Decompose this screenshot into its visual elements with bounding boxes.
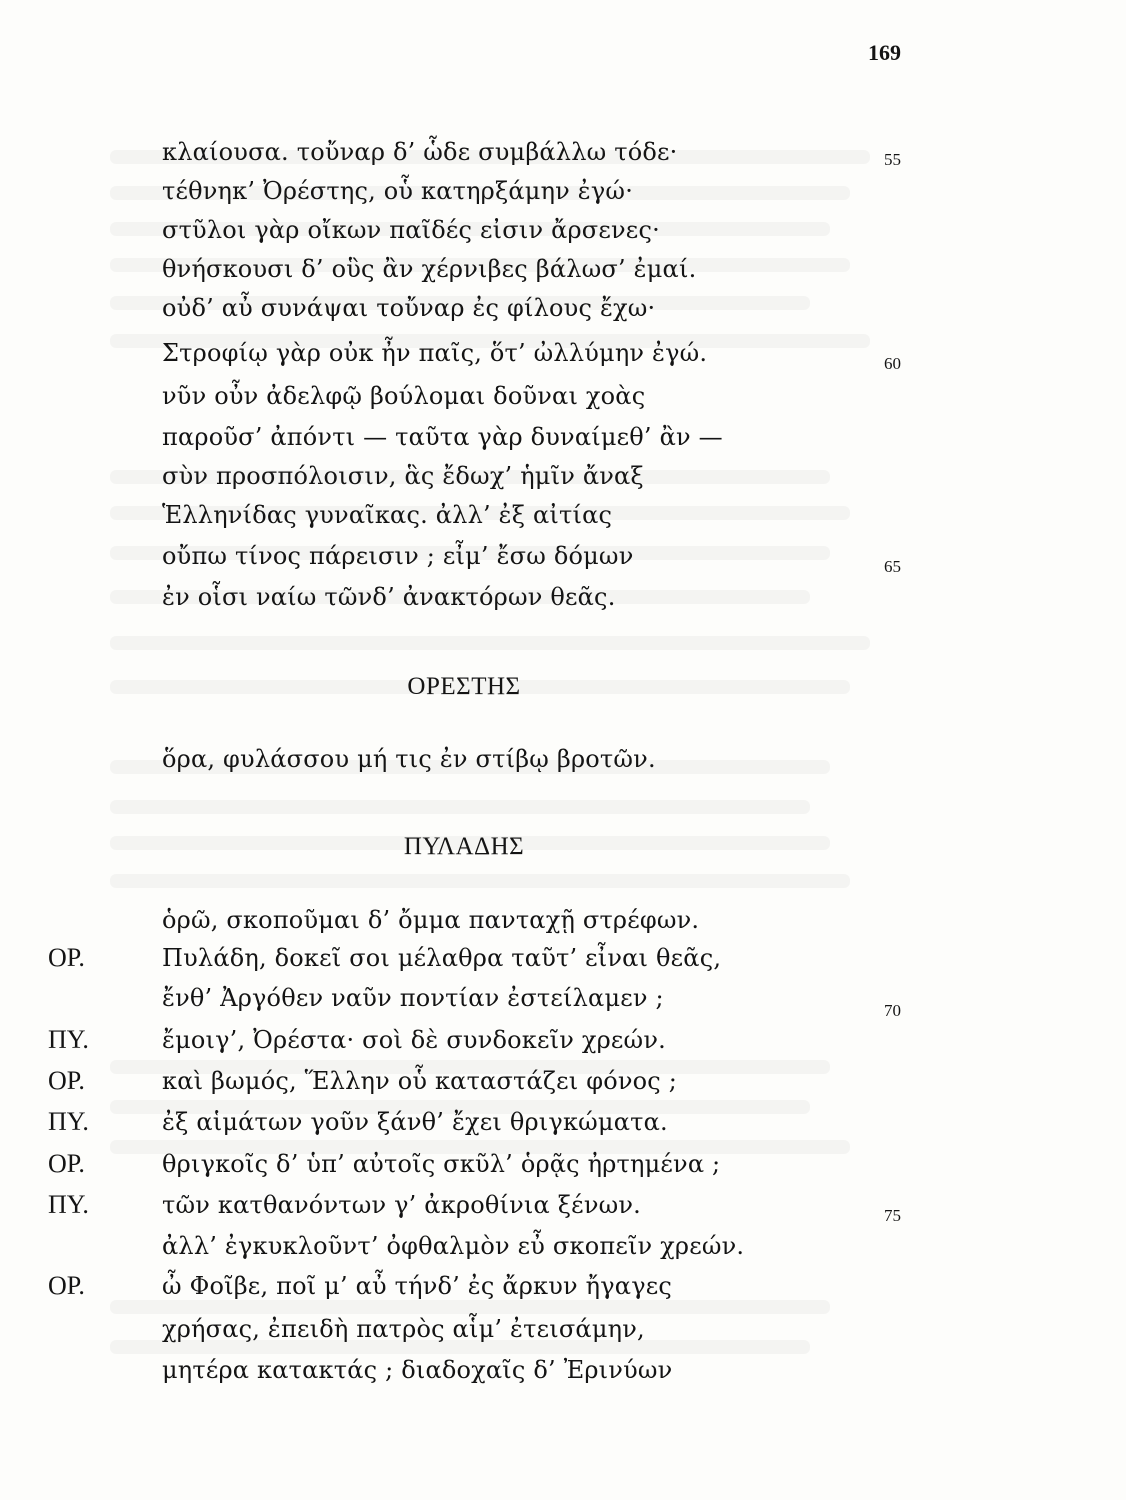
speaker-abbrev: ΠΥ. (48, 1107, 89, 1136)
verse-line: θριγκοῖς δ’ ὑπ’ αὐτοῖς σκῦλ’ ὁρᾷς ἠρτημένα ; (162, 1150, 721, 1178)
speaker-heading-orestes: ΟΡΕΣΤΗΣ (407, 673, 521, 700)
line-number: 60 (884, 354, 901, 373)
verse-line: Στροφίῳ γὰρ οὐκ ἦν παῖς, ὅτ’ ὠλλύμην ἐγώ. (162, 339, 708, 367)
speaker-abbrev: ΠΥ. (48, 1025, 89, 1054)
verse-line: μητέρα κατακτάς ; διαδοχαῖς δ’ Ἐρινύων (162, 1356, 673, 1384)
line-number: 70 (884, 1001, 901, 1020)
verse-line: Πυλάδη, δοκεῖ σοι μέλαθρα ταῦτ’ εἶναι θεᾶς, (162, 944, 722, 972)
verse-line: ὁρῶ, σκοποῦμαι δ’ ὄμμα πανταχῇ στρέφων. (162, 906, 700, 934)
verse-line: παροῦσ’ ἀπόντι — ταῦτα γὰρ δυναίμεθ’ ἂν — (162, 423, 723, 451)
verse-line: ὦ Φοῖβε, ποῖ μ’ αὖ τήνδ’ ἐς ἄρκυν ἤγαγες (162, 1272, 673, 1300)
verse-line: ὅρα, φυλάσσου μή τις ἐν στίβῳ βροτῶν. (162, 745, 656, 773)
speaker-heading-pylades: ΠΥΛΑΔΗΣ (403, 833, 525, 860)
page-number: 169 (868, 40, 901, 65)
speaker-abbrev: ΟΡ. (48, 1271, 85, 1300)
verse-line: ἔμοιγ’, Ὀρέστα· σοὶ δὲ συνδοκεῖν χρεών. (162, 1026, 666, 1054)
speaker-abbrev: ΟΡ. (48, 1149, 85, 1178)
line-number: 75 (884, 1206, 901, 1225)
line-number: 55 (884, 150, 901, 169)
line-number: 65 (884, 557, 901, 576)
verse-line: ἐν οἷσι ναίω τῶνδ’ ἀνακτόρων θεᾶς. (162, 583, 616, 611)
speaker-abbrev: ΟΡ. (48, 943, 85, 972)
verse-line: σὺν προσπόλοισιν, ἃς ἔδωχ’ ἡμῖν ἄναξ (162, 462, 644, 490)
verse-line: θνήσκουσι δ’ οὓς ἂν χέρνιβες βάλωσ’ ἐμαί. (162, 255, 697, 283)
verse-line: τέθνηκ’ Ὀρέστης, οὗ κατηρξάμην ἐγώ· (162, 177, 634, 205)
verse-line: οὐδ’ αὖ συνάψαι τοὔναρ ἐς φίλους ἔχω· (162, 294, 656, 322)
verse-line: ἔνθ’ Ἀργόθεν ναῦν ποντίαν ἐστείλαμεν ; (162, 984, 664, 1012)
verse-line: τῶν κατθανόντων γ’ ἀκροθίνια ξένων. (162, 1191, 641, 1219)
verse-line: οὔπω τίνος πάρεισιν ; εἶμ’ ἔσω δόμων (162, 542, 634, 570)
verse-line: ἀλλ’ ἐγκυκλοῦντ’ ὀφθαλμὸν εὖ σκοπεῖν χρεών. (162, 1232, 745, 1260)
verse-line: χρήσας, ἐπειδὴ πατρὸς αἷμ’ ἐτεισάμην, (162, 1315, 645, 1343)
verse-line: καὶ βωμός, Ἕλλην οὗ καταστάζει φόνος ; (162, 1067, 678, 1095)
verse-line: Ἑλληνίδας γυναῖκας. ἀλλ’ ἐξ αἰτίας (162, 501, 613, 529)
speaker-abbrev: ΠΥ. (48, 1190, 89, 1219)
verse-line: κλαίουσα. τοὔναρ δ’ ὧδε συμβάλλω τόδε· (162, 138, 678, 166)
verse-line: νῦν οὖν ἀδελφῷ βούλομαι δοῦναι χοὰς (162, 382, 646, 410)
verse-line: στῦλοι γὰρ οἴκων παῖδές εἰσιν ἄρσενες· (162, 216, 660, 244)
verse-line: ἐξ αἱμάτων γοῦν ξάνθ’ ἔχει θριγκώματα. (162, 1108, 668, 1136)
speaker-abbrev: ΟΡ. (48, 1066, 85, 1095)
